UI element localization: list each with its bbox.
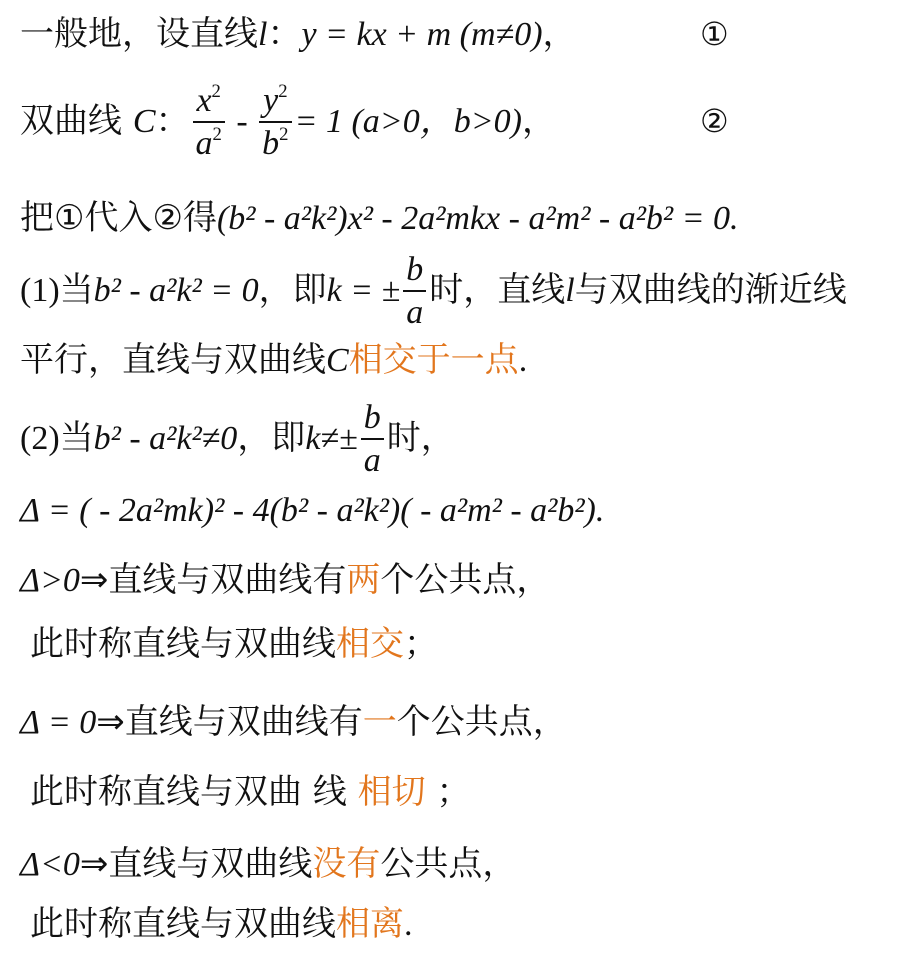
discriminant-formula: Δ = ( - 2a²mk)² - 4(b² - a²k²)( - a²m² - a²b²).	[20, 492, 605, 529]
line-6	[20, 398, 455, 479]
line-equation: y = kx + m (m≠0)	[301, 16, 543, 53]
case-1-label: (1)	[20, 272, 60, 309]
comma: ，	[542, 14, 577, 54]
line-12	[20, 844, 516, 885]
line-3-text-a: 把①代入②得	[20, 198, 217, 238]
fraction-numerator	[193, 80, 225, 123]
equation-mark-2: ②	[700, 102, 729, 140]
fraction-denominator: a	[406, 294, 424, 331]
exponent: 2	[211, 80, 221, 102]
line-13-text-a: 此时称直线与双曲线	[30, 904, 336, 944]
semicolon: ；	[404, 624, 438, 664]
equation-mark-1: ①	[700, 15, 729, 53]
when-text: 当	[59, 270, 94, 310]
curve-symbol: C	[132, 103, 156, 140]
period: .	[404, 906, 413, 943]
answer-highlight: 相离	[336, 904, 404, 944]
exponent: 2	[279, 123, 289, 145]
fraction-b-a	[361, 401, 384, 478]
denominator-var: a	[195, 125, 213, 162]
case-2-label: (2)	[20, 420, 60, 457]
answer-highlight: 相交	[336, 624, 404, 664]
fraction-x2-a2	[193, 80, 225, 162]
curve-equation-rhs: = 1 (a>0，b>0)	[294, 103, 522, 140]
fraction-denominator	[193, 123, 225, 161]
line-11-text-b: 线	[312, 772, 347, 812]
discriminant-negative: Δ<0	[20, 846, 80, 883]
line-symbol: l	[258, 16, 268, 53]
period: .	[518, 342, 528, 379]
semicolon: ；	[436, 772, 471, 812]
line-8-text-a: ⇒直线与双曲线有	[79, 560, 347, 600]
line-12-text-b: 公共点，	[380, 844, 517, 884]
case-1-condition: b² - a²k² = 0	[93, 272, 259, 309]
curve-symbol: C	[326, 342, 349, 379]
namely-text: ，即	[258, 270, 327, 310]
line-1-text-a: 一般地，设直线	[20, 14, 258, 54]
line-7	[20, 490, 604, 531]
line-2-text-a: 双曲线	[20, 101, 122, 141]
line-5	[20, 340, 527, 381]
discriminant-positive: Δ>0	[20, 562, 80, 599]
line-11	[30, 772, 470, 812]
colon: ：	[267, 14, 302, 54]
slope-expression: k = ±	[326, 272, 401, 309]
namely-text: ，即	[237, 418, 306, 458]
line-9	[30, 624, 438, 664]
line-3	[20, 198, 739, 239]
line-8-text-b: 个公共点，	[380, 560, 551, 600]
denominator-var: b	[262, 125, 280, 162]
line-6-text-b: 时，	[386, 418, 455, 458]
exponent: 2	[278, 80, 288, 102]
fraction-denominator	[259, 123, 291, 161]
line-2	[20, 76, 729, 167]
discriminant-zero: Δ = 0	[20, 704, 97, 741]
answer-highlight: 没有	[312, 844, 381, 884]
line-1	[20, 14, 729, 55]
numerator-var: x	[196, 82, 212, 119]
fraction-numerator: b	[403, 253, 426, 292]
colon: ：	[155, 101, 190, 141]
line-10-text-b: 个公共点，	[396, 702, 567, 742]
fraction-y2-b2	[259, 80, 291, 162]
line-4-text-b: 时，直线	[429, 270, 566, 310]
fraction-numerator	[259, 80, 291, 123]
line-11-text-a: 此时称直线与双曲	[30, 772, 302, 812]
line-symbol: l	[565, 272, 575, 309]
line-8	[20, 560, 550, 601]
when-text: 当	[59, 418, 94, 458]
minus-sign: -	[227, 103, 257, 140]
answer-highlight: 相切	[357, 772, 426, 812]
line-5-text-a: 平行，直线与双曲线	[20, 340, 326, 380]
fraction-denominator: a	[363, 442, 381, 479]
answer-highlight: 相交于一点	[348, 340, 519, 380]
fraction-b-a	[403, 253, 426, 330]
line-10	[20, 702, 567, 743]
line-12-text-a: ⇒直线与双曲线	[79, 844, 313, 884]
comma: ，	[522, 101, 556, 141]
line-4	[20, 250, 847, 331]
exponent: 2	[212, 123, 222, 145]
slope-expression: k≠±	[305, 420, 358, 457]
numerator-var: y	[263, 82, 279, 119]
answer-highlight: 两	[346, 560, 381, 600]
line-13	[30, 904, 413, 945]
substituted-equation: (b² - a²k²)x² - 2a²mkx - a²m² - a²b² = 0.	[216, 200, 739, 237]
line-9-text-a: 此时称直线与双曲线	[30, 624, 336, 664]
fraction-numerator: b	[361, 401, 384, 440]
answer-highlight: 一	[362, 702, 397, 742]
line-4-text-c: 与双曲线的渐近线	[574, 270, 847, 310]
line-10-text-a: ⇒直线与双曲线有	[96, 702, 363, 742]
case-2-condition: b² - a²k²≠0	[93, 420, 238, 457]
